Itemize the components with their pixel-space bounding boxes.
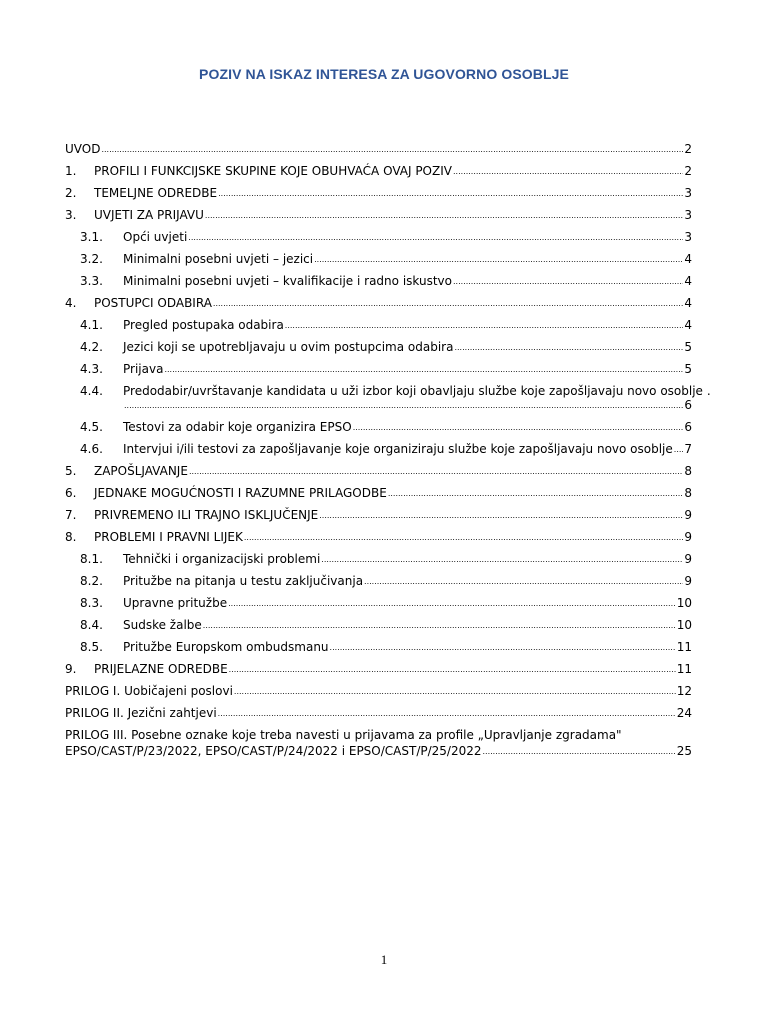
toc-entry[interactable] (65, 500, 692, 522)
toc-entry-number: 4.1. (80, 318, 103, 332)
toc-entry-title: Sudske žalbe (123, 618, 202, 632)
toc-entry-number: 8.1. (80, 552, 103, 566)
toc-leader (205, 212, 683, 222)
toc-entry-number: 8.2. (80, 574, 103, 588)
toc-leader (330, 644, 676, 654)
toc-leader (229, 666, 676, 676)
toc-leader (189, 468, 683, 478)
toc-entry-title: Upravne pritužbe (123, 596, 228, 610)
toc-leader (453, 278, 683, 288)
toc-entry-title: Testovi za odabir koje organizira EPSO (123, 420, 352, 434)
toc-entry-title: PRILOG II. Jezični zahtjevi (65, 706, 217, 720)
toc-leader (101, 146, 683, 156)
toc-entry[interactable] (65, 632, 692, 654)
toc-entry-title: Pregled postupaka odabira (123, 318, 284, 332)
toc-leader (674, 446, 684, 456)
toc-entry-annex[interactable] (65, 720, 692, 758)
toc-entry-number: 2. (65, 186, 77, 200)
document-title: POZIV NA ISKAZ INTERESA ZA UGOVORNO OSOBLJE (199, 66, 569, 82)
toc-entry-title: UVOD (65, 142, 101, 156)
toc-entry-title: Predodabir/uvrštavanje kandidata u uži izbor koji obavljaju službe koje zapošljavaju novo osoblje (123, 384, 703, 398)
toc-entry-title: PROFILI I FUNKCIJSKE SKUPINE KOJE OBUHVAĆA OVAJ POZIV (94, 164, 452, 178)
toc-entry-number: 4.6. (80, 442, 103, 456)
toc-entry-title: Intervjui i/ili testovi za zapošljavanje koje organiziraju službe koje zapošljavaju novo osoblje (123, 442, 673, 456)
toc-leader (188, 234, 683, 244)
toc-entry-title: Pritužbe Europskom ombudsmanu (123, 640, 329, 654)
toc-entry[interactable] (65, 222, 692, 244)
toc-entry-page: 3 (684, 208, 692, 222)
toc-leader (164, 366, 683, 376)
toc-entry-title: Opći uvjeti (123, 230, 188, 244)
toc-entry[interactable] (65, 376, 711, 412)
toc-entry[interactable] (65, 456, 692, 478)
toc-entry-title: Minimalni posebni uvjeti – jezici (123, 252, 314, 266)
toc-entry[interactable] (65, 434, 692, 456)
toc-entry-page: 8 (684, 486, 692, 500)
toc-entry-title: Tehnički i organizacijski problemi (123, 552, 321, 566)
toc-entry[interactable] (65, 676, 692, 698)
toc-entry-page: 10 (676, 596, 692, 610)
toc-leader (234, 688, 676, 698)
toc-leader (244, 534, 683, 544)
toc-entry-number: 4.5. (80, 420, 103, 434)
toc-entry-page: 11 (676, 662, 692, 676)
toc-entry-number: 8.4. (80, 618, 103, 632)
toc-entry-page: 4 (684, 296, 692, 310)
toc-leader (203, 622, 676, 632)
toc-entry[interactable] (65, 244, 692, 266)
toc-entry-title-continued: EPSO/CAST/P/23/2022, EPSO/CAST/P/24/2022 i EPSO/CAST/P/25/2022 (65, 744, 482, 758)
toc-entry-title: PRIJELAZNE ODREDBE (94, 662, 228, 676)
toc-entry-title: UVJETI ZA PRIJAVU (94, 208, 204, 222)
toc-leader (454, 344, 683, 354)
toc-entry-title: JEDNAKE MOGUĆNOSTI I RAZUMNE PRILAGODBE (94, 486, 387, 500)
toc-leader (218, 710, 676, 720)
toc-entry[interactable] (65, 134, 692, 156)
toc-entry-number: 3.2. (80, 252, 103, 266)
toc-leader (218, 190, 683, 200)
toc-entry-number: 6. (65, 486, 77, 500)
toc-entry[interactable] (65, 588, 692, 610)
toc-entry-page: 9 (684, 508, 692, 522)
toc-entry-number: 1. (65, 164, 77, 178)
toc-leader (453, 168, 683, 178)
toc-entry-page: 6 (684, 398, 692, 412)
toc-entry-page: 10 (676, 618, 692, 632)
toc-leader (353, 424, 684, 434)
toc-entry[interactable] (65, 610, 692, 632)
toc-entry-number: 4.4. (80, 384, 103, 398)
toc-leader (213, 300, 683, 310)
toc-leader: . (706, 384, 711, 398)
toc-entry-page: 9 (684, 574, 692, 588)
toc-entry-number: 3.3. (80, 274, 103, 288)
toc-entry-number: 9. (65, 662, 77, 676)
toc-entry-number: 3.1. (80, 230, 103, 244)
toc-entry[interactable] (65, 698, 692, 720)
toc-entry-page: 6 (684, 420, 692, 434)
toc-entry[interactable] (65, 544, 692, 566)
toc-entry-number: 5. (65, 464, 77, 478)
toc-entry-title: PRIVREMENO ILI TRAJNO ISKLJUČENJE (94, 508, 319, 522)
toc-entry-page: 24 (676, 706, 692, 720)
toc-entry[interactable] (65, 412, 692, 434)
toc-leader (228, 600, 676, 610)
toc-entry-title: PROBLEMI I PRAVNI LIJEK (94, 530, 243, 544)
toc-entry-page: 7 (684, 442, 692, 456)
toc-entry[interactable] (65, 156, 692, 178)
toc-entry-number: 4.3. (80, 362, 103, 376)
toc-leader (388, 490, 684, 500)
toc-entry-page: 4 (684, 274, 692, 288)
toc-entry[interactable] (65, 332, 692, 354)
toc-entry[interactable] (65, 566, 692, 588)
toc-entry-number: 8. (65, 530, 77, 544)
toc-entry[interactable] (65, 522, 692, 544)
toc-entry[interactable] (65, 478, 692, 500)
toc-entry-number: 4.2. (80, 340, 103, 354)
toc-leader (319, 512, 683, 522)
page-number: 1 (380, 952, 388, 967)
toc-entry-title: POSTUPCI ODABIRA (94, 296, 212, 310)
toc-entry-title: Minimalni posebni uvjeti – kvalifikacije i radno iskustvo (123, 274, 452, 288)
toc-leader (314, 256, 683, 266)
toc-entry-page: 8 (684, 464, 692, 478)
toc-entry-number: 7. (65, 508, 77, 522)
toc-leader (285, 322, 684, 332)
toc-entry-page: 5 (684, 362, 692, 376)
toc-entry[interactable] (65, 354, 692, 376)
toc-entry-page: 9 (684, 530, 692, 544)
toc-entry-title: Jezici koji se upotrebljavaju u ovim postupcima odabira (123, 340, 454, 354)
toc-entry-title: Prijava (123, 362, 164, 376)
toc-leader (321, 556, 683, 566)
toc-leader (124, 402, 683, 412)
toc-entry[interactable] (65, 288, 692, 310)
toc-entry-page: 5 (684, 340, 692, 354)
toc-entry-page: 4 (684, 318, 692, 332)
toc-leader (364, 578, 683, 588)
toc-entry[interactable] (65, 310, 692, 332)
toc-entry-page: 9 (684, 552, 692, 566)
toc-entry-title: PRILOG I. Uobičajeni poslovi (65, 684, 233, 698)
toc-entry-title: ZAPOŠLJAVANJE (94, 464, 188, 478)
toc-entry-page: 4 (684, 252, 692, 266)
toc-entry-page: 2 (684, 142, 692, 156)
toc-entry-page: 12 (676, 684, 692, 698)
toc-entry[interactable] (65, 178, 692, 200)
toc-entry[interactable] (65, 654, 692, 676)
toc-leader (483, 748, 676, 758)
toc-entry-number: 3. (65, 208, 77, 222)
toc-entry-page: 3 (684, 186, 692, 200)
toc-entry-page: 2 (684, 164, 692, 178)
toc-entry-number: 8.5. (80, 640, 103, 654)
toc-entry-number: 4. (65, 296, 77, 310)
toc-entry-title: Pritužbe na pitanja u testu zaključivanja (123, 574, 364, 588)
toc-entry-page: 11 (676, 640, 692, 654)
toc-entry-page: 3 (684, 230, 692, 244)
toc-entry-page: 25 (676, 744, 692, 758)
toc-entry-title: TEMELJNE ODREDBE (94, 186, 218, 200)
toc-entry[interactable] (65, 200, 692, 222)
table-of-contents (65, 134, 711, 758)
toc-entry-number: 8.3. (80, 596, 103, 610)
toc-entry-title: PRILOG III. Posebne oznake koje treba navesti u prijavama za profile „Upravljanje zgradama" (65, 728, 622, 742)
toc-entry[interactable] (65, 266, 692, 288)
